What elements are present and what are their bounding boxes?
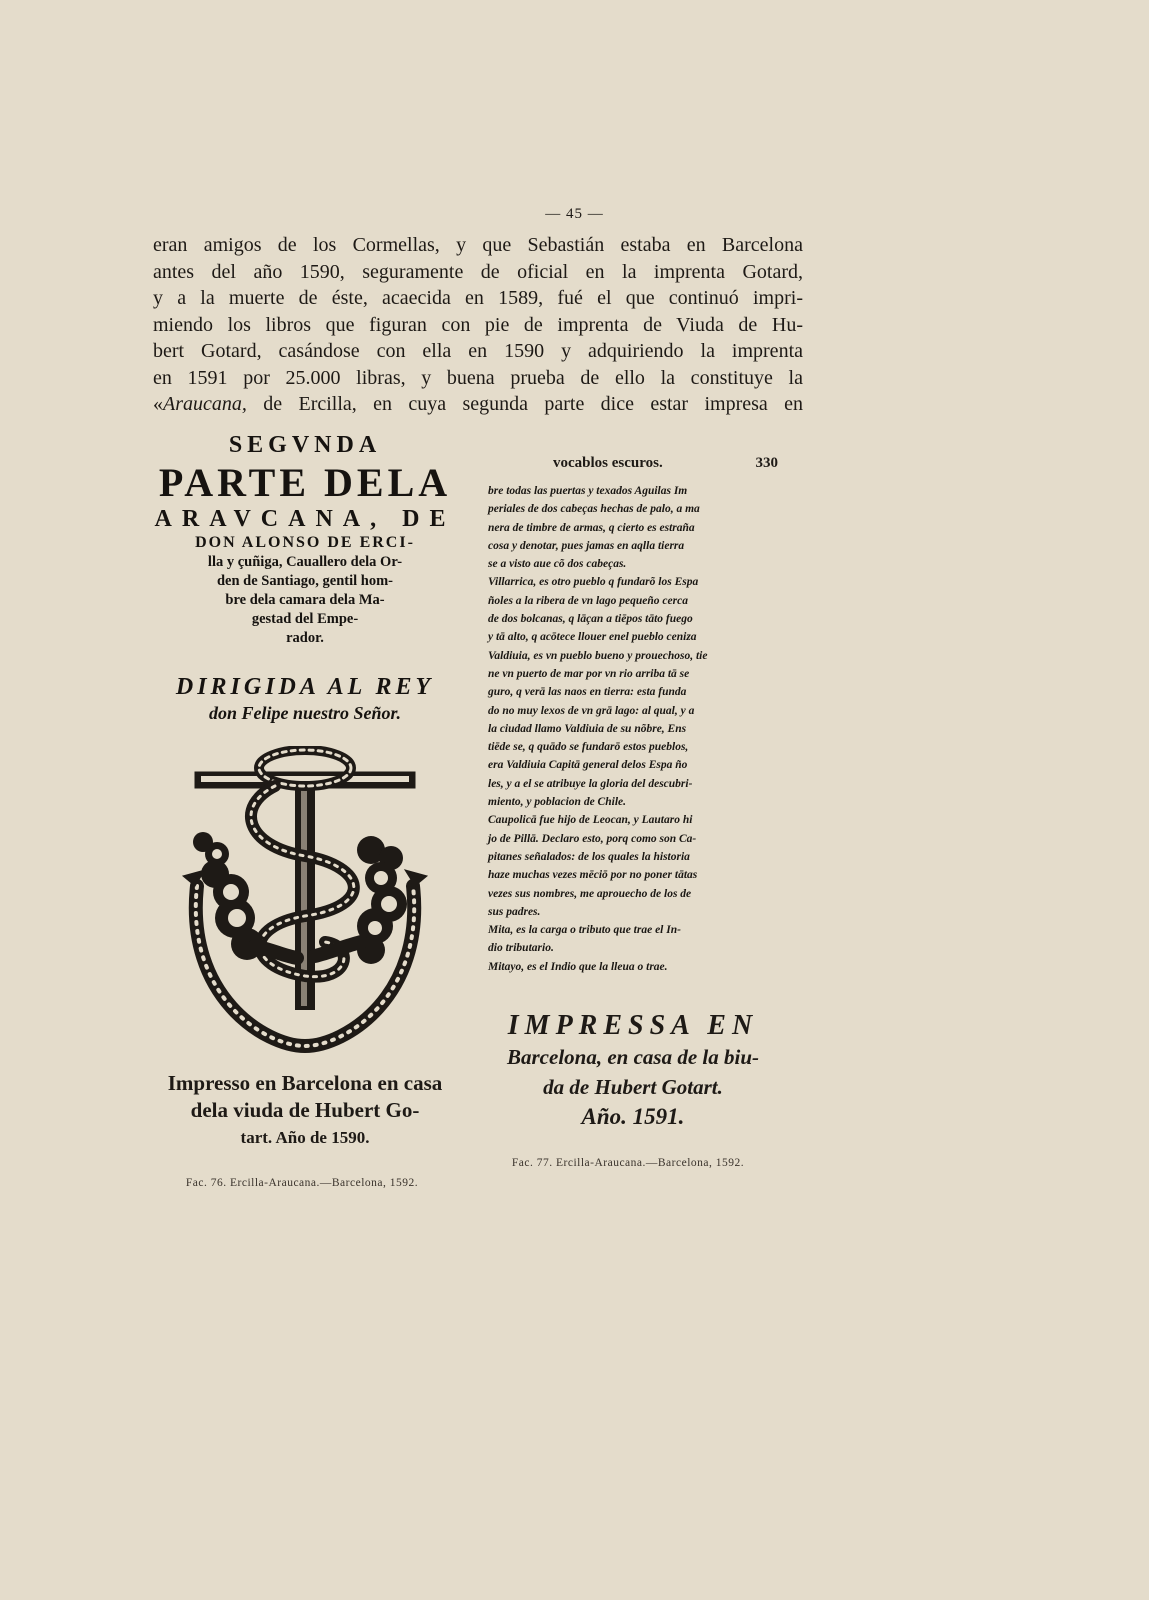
book-title-italic: Araucana, (163, 393, 247, 415)
title-line: ARAVCANA, DE (154, 506, 456, 532)
glossary-line: era Valdiuia Capitā general delos Espa ño (488, 759, 688, 772)
glossary-line: ñoles a la ribera de vn lago pequeño cerca (488, 594, 688, 607)
glossary-line: cosa y denotar, pues jamas en aqlla tierra (488, 539, 685, 552)
glossary-line: haze muchas vezes mēciō por no poner tātas (488, 869, 698, 882)
glossary-line: ne vn puerto de mar por vn rio arriba tā se (488, 667, 690, 680)
body-line: miendo los libros que figuran con pie de imprenta de Viuda de Hu- (153, 313, 803, 336)
body-line: bert Gotard, casándose con ella en 1590 y adquiriendo la imprenta (153, 340, 803, 362)
imprint-year: Año. 1591. (581, 1104, 685, 1130)
title-line: DON ALONSO DE ERCI- (195, 534, 415, 551)
body-line: eran amigos de los Cormellas, y que Sebastián estaba en Barcelona (153, 234, 803, 256)
caption-right: Fac. 77. Ercilla-Araucana.—Barcelona, 1592. (511, 1157, 745, 1169)
title-line: den de Santiago, gentil hom- (216, 573, 394, 589)
glossary-line: vezes sus nombres, me aprouecho de los de (488, 887, 692, 900)
imprint-heading: IMPRESSA EN (507, 1010, 759, 1042)
glossary-line: periales de dos cabeças hechas de palo, a ma (488, 503, 700, 516)
title-line: gestad del Empe- (251, 611, 359, 627)
glossary-line: nera de timbre de armas, q cierto es estraña (488, 521, 695, 534)
glossary-line: la ciudad llamo Valdiuia de su nõbre, Ens (488, 722, 687, 735)
glossary-line: dio tributario. (488, 942, 554, 955)
imprint-line: tart. Año de 1590. (240, 1128, 370, 1147)
running-header-page: 330 (755, 455, 778, 471)
glossary-line: do no muy lexos de vn grā lago: al qual, y a (488, 704, 695, 717)
caption-left: Fac. 76. Ercilla-Araucana.—Barcelona, 1592. (185, 1177, 419, 1189)
imprint-line: Impresso en Barcelona en casa (167, 1071, 443, 1095)
glossary-line: se a visto aue cõ dos cabeças. (488, 558, 627, 571)
body-line-rest: de Ercilla, en cuya segunda parte dice estar impresa en (246, 393, 803, 415)
title-line: SEGVNDA (228, 432, 382, 458)
glossary-line: sus padres. (488, 905, 541, 918)
glossary-line: Caupolicā fue hijo de Leocan, y Lautaro hi (488, 814, 693, 827)
body-line-last (153, 391, 803, 418)
glossary-line: de dos bolcanas, q lāçan a tiēpos tāto fuego (488, 613, 693, 626)
body-text (153, 232, 803, 418)
glossary-line: y tā alto, q acōtece llouer enel pueblo ceniza (488, 631, 697, 644)
glossary-line: Villarrica, es otro pueblo q fundarõ los Espa (488, 576, 699, 589)
body-line: en 1591 por 25.000 libras, y buena prueba de ello la constituye la (153, 366, 803, 389)
body-line: antes del año 1590, seguramente de oficial en la imprenta Gotard, (153, 260, 803, 283)
open-quote: « (153, 393, 163, 415)
title-line: PARTE DELA (158, 460, 452, 505)
glossary-line: jo de Pillā. Declaro esto, porq como son Ca- (488, 832, 697, 845)
title-line: rador. (286, 630, 324, 646)
glossary-line: guro, q verā las naos en tierra: esta funda (488, 686, 687, 699)
glossary-line: Mitayo, es el Indio que la lleua o trae. (488, 960, 668, 973)
title-line: bre dela camara dela Ma- (225, 592, 385, 608)
glossary-line: tiēde se, q quādo se fundarō estos pueblos, (488, 741, 689, 754)
running-header (478, 455, 788, 472)
dedication-line: DIRIGIDA AL REY (175, 674, 435, 700)
page-number: — 45 — (545, 206, 604, 222)
glossary-line: Valdiuia, es vn pueblo bueno y prouechoso, tie (488, 649, 708, 662)
facsimile-left-title-page (140, 432, 470, 1192)
glossary-line: les, y a el se atribuye la gloria del descubri- (488, 777, 693, 790)
glossary-text (478, 482, 788, 976)
facsimile-right-glossary-page (478, 455, 788, 1175)
body-line: y a la muerte de éste, acaecida en 1589, fué el que continuó impri- (153, 287, 803, 309)
imprint-line: da de Hubert Gotart. (543, 1075, 723, 1100)
title-line: lla y çuñiga, Cauallero dela Or- (207, 554, 403, 570)
running-header-title: vocablos escuros. (553, 455, 663, 471)
glossary-line: bre todas las puertas y texados Aguilas Im (488, 485, 688, 497)
imprint-line: dela viuda de Hubert Go- (190, 1098, 420, 1122)
imprint-line: Barcelona, en casa de la biu- (507, 1045, 759, 1070)
glossary-line: Mita, es la carga o tributo que trae el In- (488, 924, 681, 937)
anchor-serpent-printers-mark-icon (175, 746, 435, 1056)
dedication-line: don Felipe nuestro Señor. (208, 703, 402, 723)
glossary-line: miento, y poblacion de Chile. (488, 796, 626, 809)
glossary-line: pitanes señalados: de los quales la historia (488, 850, 690, 863)
